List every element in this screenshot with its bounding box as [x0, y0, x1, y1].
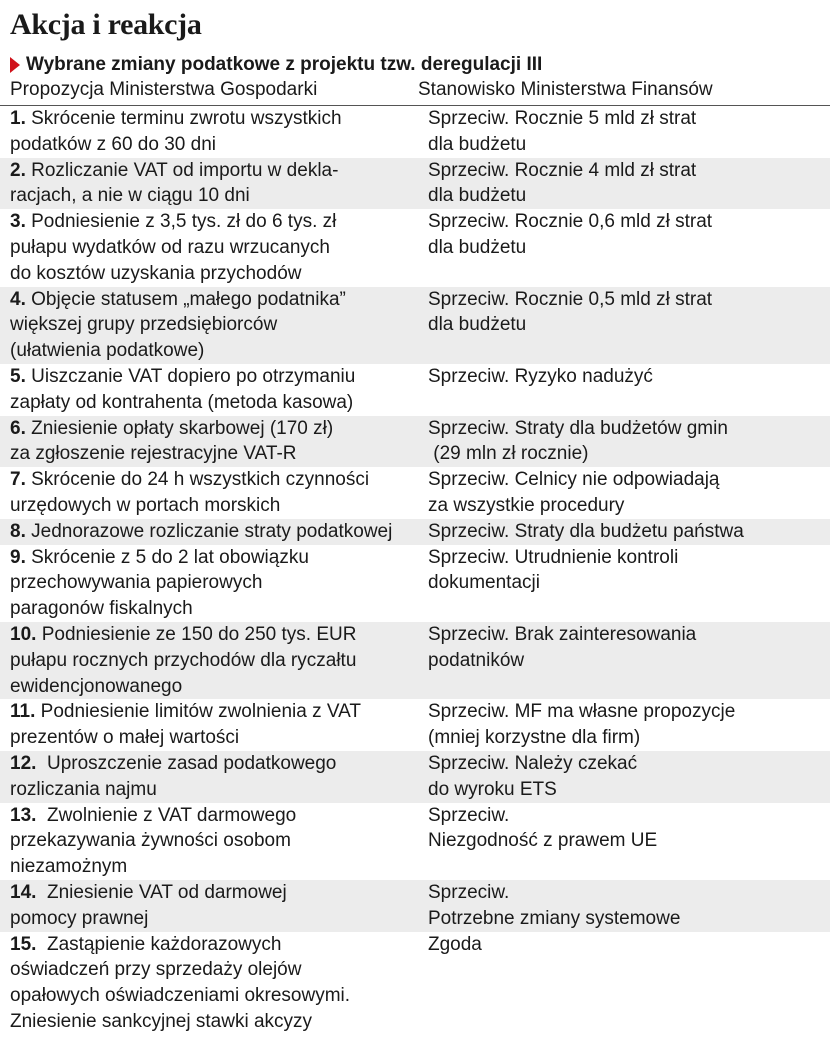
row-number: 6. [10, 417, 26, 439]
proposal-cell [0, 519, 418, 545]
row-number: 5. [10, 365, 26, 387]
row-number: 13. [10, 804, 37, 826]
row-number: 4. [10, 288, 26, 310]
proposal-line [10, 932, 418, 958]
proposal-cell [0, 699, 418, 751]
proposal-line [10, 751, 418, 777]
proposal-line: przechowywania papierowych [10, 572, 263, 594]
proposal-line: pułapu wydatków od razu wrzucanych [10, 236, 331, 258]
position-line: Sprzeciw. Straty dla budżetu państwa [428, 520, 744, 542]
subtitle [10, 53, 542, 77]
position-line: Sprzeciw. Brak zainteresowania [428, 623, 697, 645]
position-line: Zgoda [428, 933, 482, 955]
position-line: podatników [428, 649, 525, 671]
proposal-line [10, 880, 418, 906]
proposal-text: Jednorazowe rozliczanie straty podatkowej [25, 520, 393, 542]
position-line: (mniej korzystne dla firm) [428, 727, 641, 749]
table-row [0, 622, 830, 699]
table-row [0, 519, 830, 545]
table-row [0, 106, 830, 158]
proposal-line [10, 287, 418, 313]
position-line: Sprzeciw. [428, 881, 510, 903]
row-number: 14. [10, 881, 37, 903]
position-cell [418, 287, 830, 364]
row-number: 8. [10, 520, 26, 542]
row-number: 9. [10, 546, 26, 568]
proposal-cell [0, 932, 418, 1035]
header-right: Stanowisko Ministerstwa Finansów [418, 79, 713, 100]
position-line: Sprzeciw. Ryzyko nadużyć [428, 365, 653, 387]
proposal-line [10, 364, 418, 390]
proposal-line [10, 545, 418, 571]
table-body [0, 106, 830, 1035]
position-line: Sprzeciw. Utrudnienie kontroli [428, 546, 679, 568]
proposal-cell [0, 545, 418, 622]
proposal-cell [0, 467, 418, 519]
page-title: Akcja i reakcja [10, 8, 202, 41]
row-number: 1. [10, 108, 26, 129]
table-row [0, 880, 830, 932]
proposal-text: Zastąpienie każdorazowych [36, 933, 282, 955]
proposal-text: Uproszczenie zasad podatkowego [36, 752, 337, 774]
proposal-cell [0, 803, 418, 880]
proposal-line: zapłaty od kontrahenta (metoda kasowa) [10, 391, 354, 413]
position-cell [418, 467, 830, 519]
position-cell [418, 106, 830, 158]
position-cell [418, 751, 830, 803]
position-line: (29 mln zł rocznie) [428, 443, 589, 465]
proposal-line: ewidencjonowanego [10, 675, 183, 697]
table-row [0, 287, 830, 364]
table-row [0, 545, 830, 622]
position-line: dla budżetu [428, 314, 527, 336]
position-cell [418, 209, 830, 286]
proposal-line: opałowych oświadczeniami okresowymi. [10, 985, 351, 1007]
proposal-cell [0, 622, 418, 699]
proposal-cell [0, 209, 418, 286]
proposal-line [10, 106, 418, 132]
proposal-line: Zniesienie sankcyjnej stawki akcyzy [10, 1010, 313, 1032]
table-row [0, 416, 830, 468]
proposal-line: urzędowych w portach morskich [10, 494, 281, 516]
proposal-text: Zwolnienie z VAT darmowego [36, 804, 297, 826]
red-triangle-icon [10, 57, 20, 73]
position-line: Sprzeciw. Rocznie 4 mld zł strat [428, 159, 697, 181]
proposal-line [10, 803, 418, 829]
proposal-text: Objęcie statusem „małego podatnika” [25, 288, 346, 310]
position-cell [418, 880, 830, 932]
proposal-cell [0, 106, 418, 158]
proposal-line: prezentów o małej wartości [10, 727, 240, 749]
proposal-cell [0, 880, 418, 932]
proposal-line: większej grupy przedsiębiorców [10, 314, 278, 336]
proposal-line [10, 416, 418, 442]
position-cell [418, 364, 830, 416]
proposal-line: (ułatwienia podatkowe) [10, 340, 205, 362]
proposal-line [10, 467, 418, 493]
proposal-text: Podniesienie ze 150 do 250 tys. EUR [36, 623, 357, 645]
proposal-text: Skrócenie do 24 h wszystkich czynności [25, 469, 370, 491]
row-number: 3. [10, 211, 26, 233]
table-row [0, 699, 830, 751]
position-line: Sprzeciw. Rocznie 0,6 mld zł strat [428, 211, 713, 233]
position-line: Sprzeciw. [428, 804, 510, 826]
position-cell [418, 699, 830, 751]
proposal-text: Zniesienie opłaty skarbowej (170 zł) [25, 417, 334, 439]
proposal-line: paragonów fiskalnych [10, 598, 193, 620]
position-line: do wyroku ETS [428, 778, 557, 800]
proposal-line [10, 519, 418, 545]
proposal-line: podatków z 60 do 30 dni [10, 133, 216, 155]
proposal-line [10, 699, 418, 725]
position-cell [418, 932, 830, 1035]
position-line: Sprzeciw. Straty dla budżetów gmin [428, 417, 728, 439]
position-line: Sprzeciw. Rocznie 0,5 mld zł strat [428, 288, 713, 310]
position-line: Potrzebne zmiany systemowe [428, 907, 681, 929]
proposal-line [10, 209, 418, 235]
proposal-text: Podniesienie limitów zwolnienia z VAT [35, 701, 361, 723]
table-row [0, 467, 830, 519]
proposal-line: do kosztów uzyskania przychodów [10, 262, 302, 284]
table-row [0, 803, 830, 880]
proposal-text: Podniesienie z 3,5 tys. zł do 6 tys. zł [25, 211, 337, 233]
row-number: 15. [10, 933, 37, 955]
position-line: dla budżetu [428, 185, 527, 207]
row-number: 7. [10, 469, 26, 491]
proposal-cell [0, 416, 418, 468]
position-cell [418, 416, 830, 468]
subtitle-text: Wybrane zmiany podatkowe z projektu tzw. deregulacji III [26, 54, 543, 75]
proposal-line: niezamożnym [10, 856, 128, 878]
position-line: Sprzeciw. Celnicy nie odpowiadają [428, 469, 720, 491]
proposal-line [10, 622, 418, 648]
row-number: 11. [10, 701, 36, 723]
position-cell [418, 158, 830, 210]
position-cell [418, 519, 830, 545]
position-line: dla budżetu [428, 236, 527, 258]
position-line: dokumentacji [428, 572, 540, 594]
row-number: 12. [10, 752, 37, 774]
row-number: 2. [10, 159, 26, 181]
table-row [0, 209, 830, 286]
proposal-text: Skrócenie terminu zwrotu wszystkich [25, 108, 342, 129]
position-line: Niezgodność z prawem UE [428, 830, 658, 852]
proposal-cell [0, 158, 418, 210]
table-header [0, 78, 830, 106]
proposal-line: pułapu rocznych przychodów dla ryczałtu [10, 649, 357, 671]
proposal-line [10, 158, 418, 184]
comparison-table [0, 78, 830, 1035]
proposal-text: Uiszczanie VAT dopiero po otrzymaniu [25, 365, 356, 387]
position-line: dla budżetu [428, 133, 527, 155]
position-line: Sprzeciw. Należy czekać [428, 752, 638, 774]
proposal-cell [0, 287, 418, 364]
proposal-text: Rozliczanie VAT od importu w dekla- [25, 159, 339, 181]
position-cell [418, 545, 830, 622]
proposal-line: przekazywania żywności osobom [10, 830, 291, 852]
proposal-text: Zniesienie VAT od darmowej [36, 881, 287, 903]
position-cell [418, 803, 830, 880]
proposal-cell [0, 751, 418, 803]
table-row [0, 751, 830, 803]
proposal-line: za zgłoszenie rejestracyjne VAT-R [10, 443, 297, 465]
table-row [0, 932, 830, 1035]
position-line: Sprzeciw. Rocznie 5 mld zł strat [428, 108, 697, 129]
proposal-line: oświadczeń przy sprzedaży olejów [10, 959, 302, 981]
table-row [0, 364, 830, 416]
row-number: 10. [10, 623, 37, 645]
proposal-line: pomocy prawnej [10, 907, 149, 929]
table-row [0, 158, 830, 210]
proposal-cell [0, 364, 418, 416]
position-line: za wszystkie procedury [428, 494, 625, 516]
proposal-line: rozliczania najmu [10, 778, 157, 800]
position-line: Sprzeciw. MF ma własne propozycje [428, 701, 736, 723]
proposal-text: Skrócenie z 5 do 2 lat obowiązku [25, 546, 309, 568]
header-left: Propozycja Ministerstwa Gospodarki [10, 79, 318, 100]
proposal-line: racjach, a nie w ciągu 10 dni [10, 185, 250, 207]
position-cell [418, 622, 830, 699]
